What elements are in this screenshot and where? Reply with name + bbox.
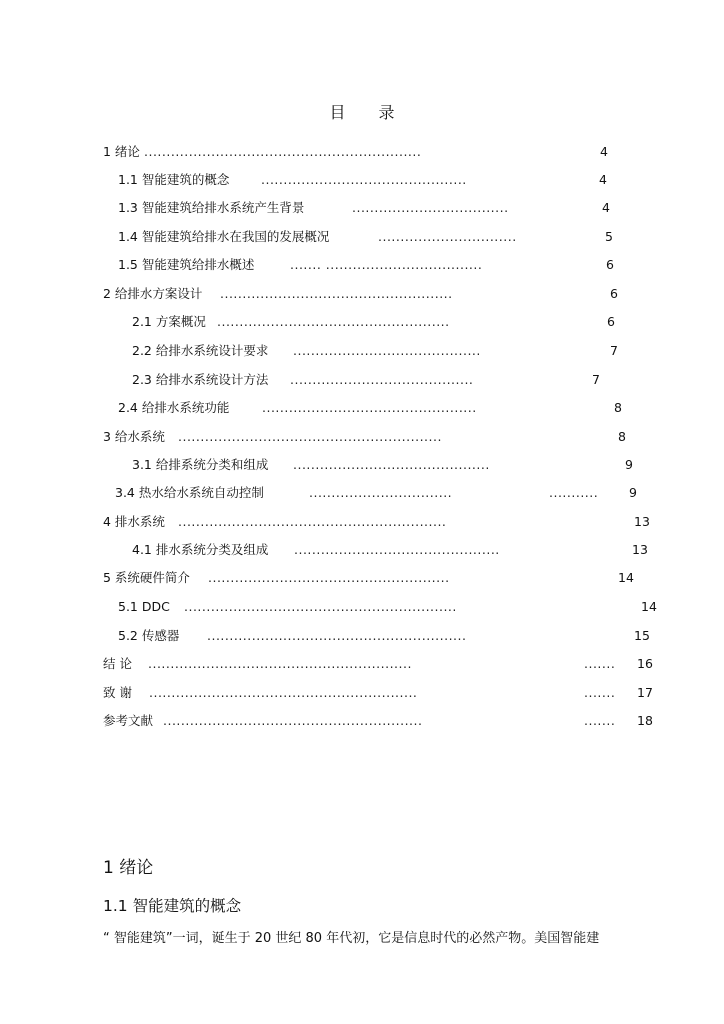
toc-entry-page-number: 7 <box>610 343 618 358</box>
toc-entry-label: 1 绪论 <box>103 144 140 159</box>
toc-entry-leader: ............................................................. <box>184 599 457 614</box>
toc-entry-leader-secondary: ....... <box>584 713 616 728</box>
toc-entry <box>0 654 724 674</box>
toc-entry-page-number: 13 <box>634 514 650 529</box>
toc-entry-page-number: 5 <box>605 229 613 244</box>
toc-entry-leader: ....... ................................... <box>290 257 483 272</box>
toc-entry <box>0 512 724 532</box>
toc-entry <box>0 142 724 162</box>
toc-entry-label: 2.2 给排水系统设计要求 <box>132 343 269 358</box>
toc-entry-leader: .............................................. <box>294 542 500 557</box>
toc-entry-label: 2 给排水方案设计 <box>103 286 203 301</box>
toc-entry-page-number: 4 <box>602 200 610 215</box>
toc-entry-leader: ........................................................... <box>148 656 412 671</box>
toc-entry-leader: .................................................... <box>217 314 450 329</box>
toc-entry-label: 3.4 热水给水系统自动控制 <box>115 485 264 500</box>
toc-entry-leader: ............................................ <box>293 457 490 472</box>
toc-entry-page-number: 7 <box>592 372 600 387</box>
toc-entry-label: 1.1 智能建筑的概念 <box>118 172 230 187</box>
toc-entry-label: 3 给水系统 <box>103 429 165 444</box>
toc-entry <box>0 483 724 503</box>
toc-entry-label: 4 排水系统 <box>103 514 165 529</box>
toc-entry-page-number: 4 <box>599 172 607 187</box>
toc-entry-label: 结 论 <box>103 656 132 671</box>
toc-entry <box>0 312 724 332</box>
toc-entry-label: 5 系统硬件简介 <box>103 570 190 585</box>
toc-entry-page-number: 6 <box>607 314 615 329</box>
toc-entry-label: 2.3 给排水系统设计方法 <box>132 372 269 387</box>
toc-entry <box>0 227 724 247</box>
toc-entry-page-number: 17 <box>637 685 653 700</box>
toc-entry <box>0 427 724 447</box>
toc-entry <box>0 711 724 731</box>
toc-entry-leader: ............................................................ <box>149 685 418 700</box>
toc-entry-leader: .......................................................... <box>163 713 423 728</box>
toc-entry-label: 1.5 智能建筑给排水概述 <box>118 257 255 272</box>
toc-entry-page-number: 6 <box>606 257 614 272</box>
toc-entry-leader: ............................................................ <box>178 514 447 529</box>
toc-entry-leader: .......................................... <box>293 343 481 358</box>
toc-entry <box>0 626 724 646</box>
toc-entry-page-number: 6 <box>610 286 618 301</box>
toc-entry-leader: ................................... <box>352 200 509 215</box>
toc-entry-leader: ......................................... <box>290 372 474 387</box>
toc-entry-page-number: 8 <box>614 400 622 415</box>
toc-entry <box>0 170 724 190</box>
body-paragraph: “ 智能建筑”一词，诞生于 20 世纪 80 年代初，它是信息时代的必然产物。美国智能建 <box>103 931 600 946</box>
toc-entry <box>0 540 724 560</box>
toc-entry <box>0 568 724 588</box>
toc-entry-page-number: 8 <box>618 429 626 444</box>
toc-entry-leader: .............................................................. <box>144 144 422 159</box>
toc-entry-label: 1.4 智能建筑给排水在我国的发展概况 <box>118 229 330 244</box>
toc-entry-leader: ............................... <box>378 229 517 244</box>
toc-entry-label: 2.1 方案概况 <box>132 314 206 329</box>
toc-entry <box>0 455 724 475</box>
toc-entry-label: 参考文献 <box>103 713 154 728</box>
toc-entry-page-number: 9 <box>625 457 633 472</box>
toc-entry-label: 5.2 传感器 <box>118 628 180 643</box>
toc-title: 目 录 <box>329 103 409 122</box>
toc-entry-label: 致 谢 <box>103 685 132 700</box>
toc-entry <box>0 255 724 275</box>
toc-entry <box>0 597 724 617</box>
toc-entry-leader: ........................................................... <box>178 429 442 444</box>
section-heading: 1.1 智能建筑的概念 <box>103 897 242 915</box>
toc-entry-leader: ...................................................... <box>208 570 450 585</box>
toc-entry-label: 1.3 智能建筑给排水系统产生背景 <box>118 200 305 215</box>
toc-entry-leader-secondary: ....... <box>584 685 616 700</box>
toc-entry-leader: .................................................... <box>220 286 453 301</box>
toc-entry-leader: ................................................ <box>262 400 477 415</box>
toc-entry-page-number: 9 <box>629 485 637 500</box>
toc-entry-label: 3.1 给排系统分类和组成 <box>132 457 269 472</box>
toc-entry-page-number: 14 <box>618 570 634 585</box>
toc-entry-page-number: 14 <box>641 599 657 614</box>
toc-entry-page-number: 4 <box>600 144 608 159</box>
toc-entry-leader: .............................................. <box>261 172 467 187</box>
toc-entry-leader: ................................ <box>309 485 453 500</box>
toc-entry <box>0 198 724 218</box>
chapter-heading: 1 绪论 <box>103 858 154 878</box>
toc-entry <box>0 370 724 390</box>
toc-entry-page-number: 16 <box>637 656 653 671</box>
toc-entry-leader-secondary: ........... <box>549 485 599 500</box>
toc-entry-label: 4.1 排水系统分类及组成 <box>132 542 269 557</box>
toc-entry-page-number: 18 <box>637 713 653 728</box>
toc-entry-label: 5.1 DDC <box>118 599 170 614</box>
toc-entry-leader: .......................................................... <box>207 628 467 643</box>
toc-entry-page-number: 15 <box>634 628 650 643</box>
toc-entry <box>0 284 724 304</box>
toc-entry-page-number: 13 <box>632 542 648 557</box>
toc-entry-leader-secondary: ....... <box>584 656 616 671</box>
toc-entry-label: 2.4 给排水系统功能 <box>118 400 230 415</box>
toc-entry <box>0 341 724 361</box>
toc-entry <box>0 683 724 703</box>
toc-entry <box>0 398 724 418</box>
